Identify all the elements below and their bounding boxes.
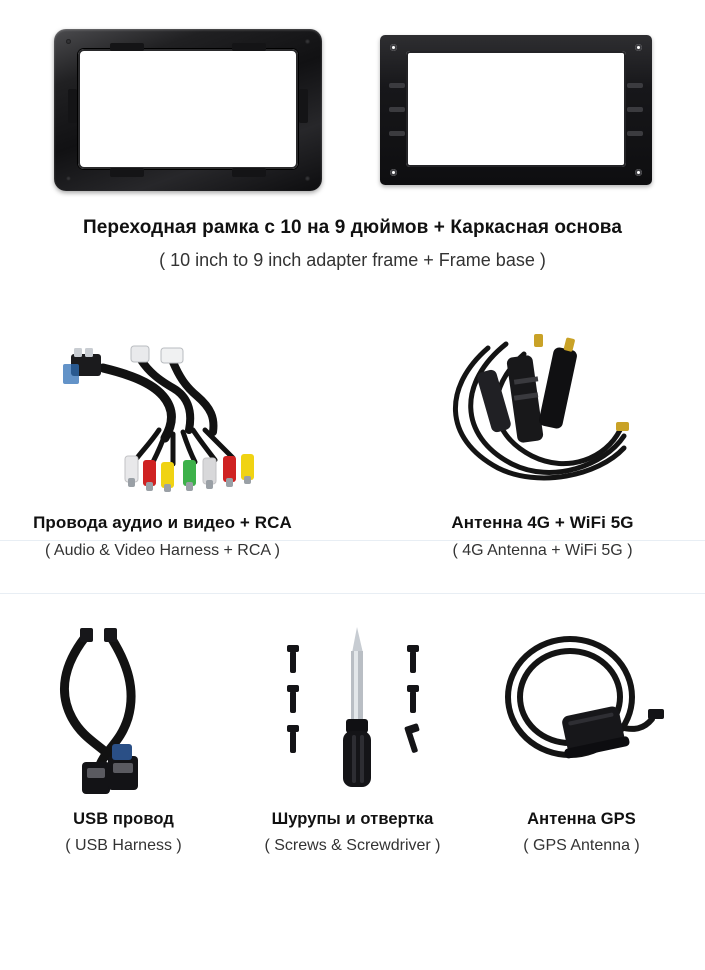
screws-and-screwdriver-icon: [245, 619, 460, 797]
frame-base-matte-icon: [380, 35, 652, 185]
section-harness-antenna: [0, 323, 705, 560]
section-accessories: [0, 619, 705, 857]
caption-audio-video-harness-ru: Провода аудио и видео + RCA: [33, 513, 292, 533]
item-screws-screwdriver: [245, 619, 460, 857]
gps-antenna-icon: [474, 619, 689, 797]
caption-screws-screwdriver-en: ( Screws & Screwdriver ): [264, 837, 441, 855]
caption-audio-video-harness-en: ( Audio & Video Harness + RCA ): [45, 541, 280, 559]
caption-audio-video-harness: [13, 512, 313, 560]
item-usb-harness: [16, 619, 231, 857]
section-frames: [0, 0, 705, 271]
caption-screws-screwdriver: [245, 809, 460, 857]
caption-frames-en: ( 10 inch to 9 inch adapter frame + Frame base ): [159, 249, 546, 270]
caption-usb-harness-en: ( USB Harness ): [65, 837, 182, 855]
item-gps-antenna: [474, 619, 689, 857]
item-4g-wifi-antenna: [393, 323, 693, 560]
caption-frames-ru: Переходная рамка с 10 на 9 дюймов + Каркасная основа: [82, 217, 623, 238]
caption-gps-antenna-en: ( GPS Antenna ): [523, 837, 640, 855]
caption-4g-wifi-antenna-en: ( 4G Antenna + WiFi 5G ): [452, 541, 633, 559]
caption-usb-harness-ru: USB провод: [73, 809, 174, 828]
caption-4g-wifi-antenna-ru: Антенна 4G + WiFi 5G: [451, 513, 634, 533]
adapter-frame-glossy-icon: [54, 29, 322, 191]
caption-gps-antenna-ru: Антенна GPS: [527, 809, 636, 828]
usb-harness-cable-icon: [16, 619, 231, 797]
scan-band-2: [0, 593, 705, 594]
audio-video-harness-rca-icon: [13, 323, 313, 498]
caption-screws-screwdriver-ru: Шурупы и отвертка: [271, 809, 434, 828]
4g-wifi-antenna-icon: [393, 323, 693, 498]
caption-gps-antenna: [474, 809, 689, 857]
caption-4g-wifi-antenna: [393, 512, 693, 560]
caption-usb-harness: [16, 809, 231, 857]
frames-image-row: [0, 26, 705, 194]
caption-frames: [0, 216, 705, 271]
item-audio-video-harness: [13, 323, 313, 560]
